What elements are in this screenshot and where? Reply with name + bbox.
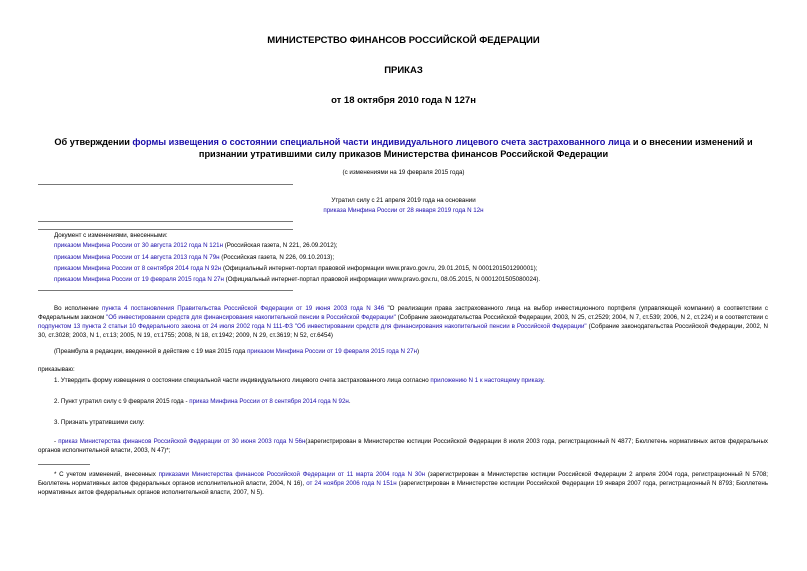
amendment-item	[54, 276, 540, 283]
preamble-paragraph	[38, 304, 768, 340]
clause-2	[54, 398, 351, 405]
amendment-link[interactable]: приказом Минфина России от 14 августа 2013 года N 79н	[54, 254, 220, 261]
clause-2-text: 2. Пункт утратил силу с 9 февраля 2015 года -	[54, 398, 190, 405]
title-text-start: Об утверждении	[54, 137, 133, 147]
order-151n-link[interactable]: от 24 ноября 2006 года N 151н	[306, 480, 397, 487]
preamble-text: (Собрание законодательства Российской Федерации, 2002, N 30, ст.3028; 2003, N 1, ст.13; 2005, N 19, ст.1755; 2008, N 18, ст.1942; 2009, N 29, ст.3619; N 52, ст.6454)	[38, 323, 768, 339]
clause-1	[54, 377, 545, 384]
clause-3a	[38, 437, 768, 455]
title-form-link[interactable]: формы извещения о состоянии специальной части индивидуального лицевого счета застрахованного лица	[132, 137, 631, 147]
doc-type-heading: ПРИКАЗ	[384, 65, 423, 76]
expired-basis-link[interactable]: приказа Минфина России от 28 января 2019 года N 12н	[323, 207, 484, 214]
preamble-text: "О реализации права застрахованного лица на выбор инвестиционного портфеля (управляющей компании) в соответствии с Федеральным законом	[38, 305, 768, 321]
footnote-text: (зарегистрирован в Министерстве юстиции Российской Федерации 19 января 2007 года, регистрационный N 8793; Бюллетень нормативных актов федеральных органов исполнительной власти, 2007, N 5).	[38, 480, 768, 496]
expired-notice: Утратил силу с 21 апреля 2019 года на основании	[331, 197, 476, 204]
clause-1-end: .	[543, 377, 545, 384]
divider	[38, 184, 293, 185]
amendment-source: (Официальный интернет-портал правовой информации www.pravo.gov.ru, 08.05.2015, N 0001201505080024).	[223, 276, 541, 283]
amendment-source: (Российская газета, N 221, 26.09.2012);	[223, 242, 338, 249]
amendment-item	[54, 265, 537, 272]
amendment-source: (Официальный интернет-портал правовой информации www.pravo.gov.ru, 29.01.2015, N 0001201501290001);	[221, 265, 538, 272]
divider	[38, 290, 293, 291]
amendment-item	[54, 254, 334, 261]
preamble-text: Во исполнение	[54, 305, 102, 312]
divider	[38, 221, 293, 222]
document-title	[30, 136, 777, 160]
ministry-heading: МИНИСТЕРСТВО ФИНАНСОВ РОССИЙСКОЙ ФЕДЕРАЦИИ	[267, 35, 540, 46]
law-investment-link[interactable]: "Об инвестировании средств для финансирования накопительной пенсии в Российской Федерации"	[106, 314, 396, 321]
preamble-note-end: )	[417, 348, 420, 355]
footnote	[38, 470, 768, 497]
amendment-link[interactable]: приказом Минфина России от 30 августа 2012 года N 121н	[54, 242, 224, 249]
resolution-346-link[interactable]: пункта 4 постановления Правительства Российской Федерации от 19 июня 2003 года N 346	[102, 305, 385, 312]
amendments-heading: Документ с изменениями, внесенными:	[54, 232, 168, 239]
clause-3: 3. Признать утратившими силу:	[54, 419, 145, 426]
footnote-divider	[38, 464, 90, 465]
amendment-link[interactable]: приказом Минфина России от 19 февраля 2015 года N 27н	[54, 276, 224, 283]
order-56n-link[interactable]: приказ Министерства финансов Российской Федерации от 30 июня 2003 года N 56н	[58, 438, 306, 445]
order-92n-link[interactable]: приказ Минфина России от 8 сентября 2014 года N 92н	[189, 398, 349, 405]
preamble-note	[54, 348, 419, 355]
footnote-text: * С учетом изменений, внесенных	[54, 471, 159, 478]
clause-1-text: 1. Утвердить форму извещения о состоянии специальной части индивидуального лицевого счета застрахованного лица согласно	[54, 377, 431, 384]
divider	[38, 229, 293, 230]
footnote-text: (зарегистрирован в Министерстве юстиции Российской Федерации 2 апреля 2004 года, регистрационный N 5708; Бюллетень нормативных актов федеральных органов исполнительной власти, 2004, N 16),	[38, 471, 769, 487]
appendix-1-link[interactable]: приложению N 1 к настоящему приказу	[430, 377, 544, 384]
clause-3a-dash: -	[54, 438, 59, 445]
clause-2-end: .	[348, 398, 351, 405]
preamble-note-link[interactable]: приказом Минфина России от 19 февраля 2015 года N 27н	[247, 348, 417, 355]
amendment-item	[54, 242, 337, 249]
order-30n-link[interactable]: приказами Министерства финансов Российской Федерации от 11 марта 2004 года N 30н	[158, 471, 426, 478]
order-word: приказываю:	[38, 366, 75, 373]
changes-note: (с изменениями на 19 февраля 2015 года)	[342, 169, 465, 176]
law-investment-link-2[interactable]: "Об инвестировании средств для финансирования накопительной пенсии в Российской Федерации"	[294, 323, 587, 330]
preamble-note-text: (Преамбула в редакции, введенной в действие с 19 мая 2015 года	[54, 348, 248, 355]
amendment-source: (Российская газета, N 226, 09.10.2013);	[219, 254, 335, 261]
clause-3a-text: (зарегистрирован в Министерстве юстиции Российской Федерации 8 июля 2003 года, регистрационный N 4877; Бюллетень нормативных актов федеральных органов исполнительной власти, 2003, N 47)*;	[38, 438, 768, 454]
title-text-end: и о внесении изменений и признании утратившими силу приказов Министерства финансов Российской Федерации	[198, 137, 753, 159]
amendment-link[interactable]: приказом Минфина России от 8 сентября 2014 года N 92н	[54, 265, 222, 272]
date-number-heading: от 18 октября 2010 года N 127н	[331, 95, 476, 106]
preamble-text: (Собрание законодательства Российской Федерации, 2003, N 25, ст.2529; 2004, N 7, ст.539; 2006, N 2, ст.224) и в соответствии с	[395, 314, 768, 321]
law-111fz-subclause-link[interactable]: подпунктом 13 пункта 2 статьи 10 Федерального закона от 24 июля 2002 года N 111-ФЗ	[38, 323, 293, 330]
